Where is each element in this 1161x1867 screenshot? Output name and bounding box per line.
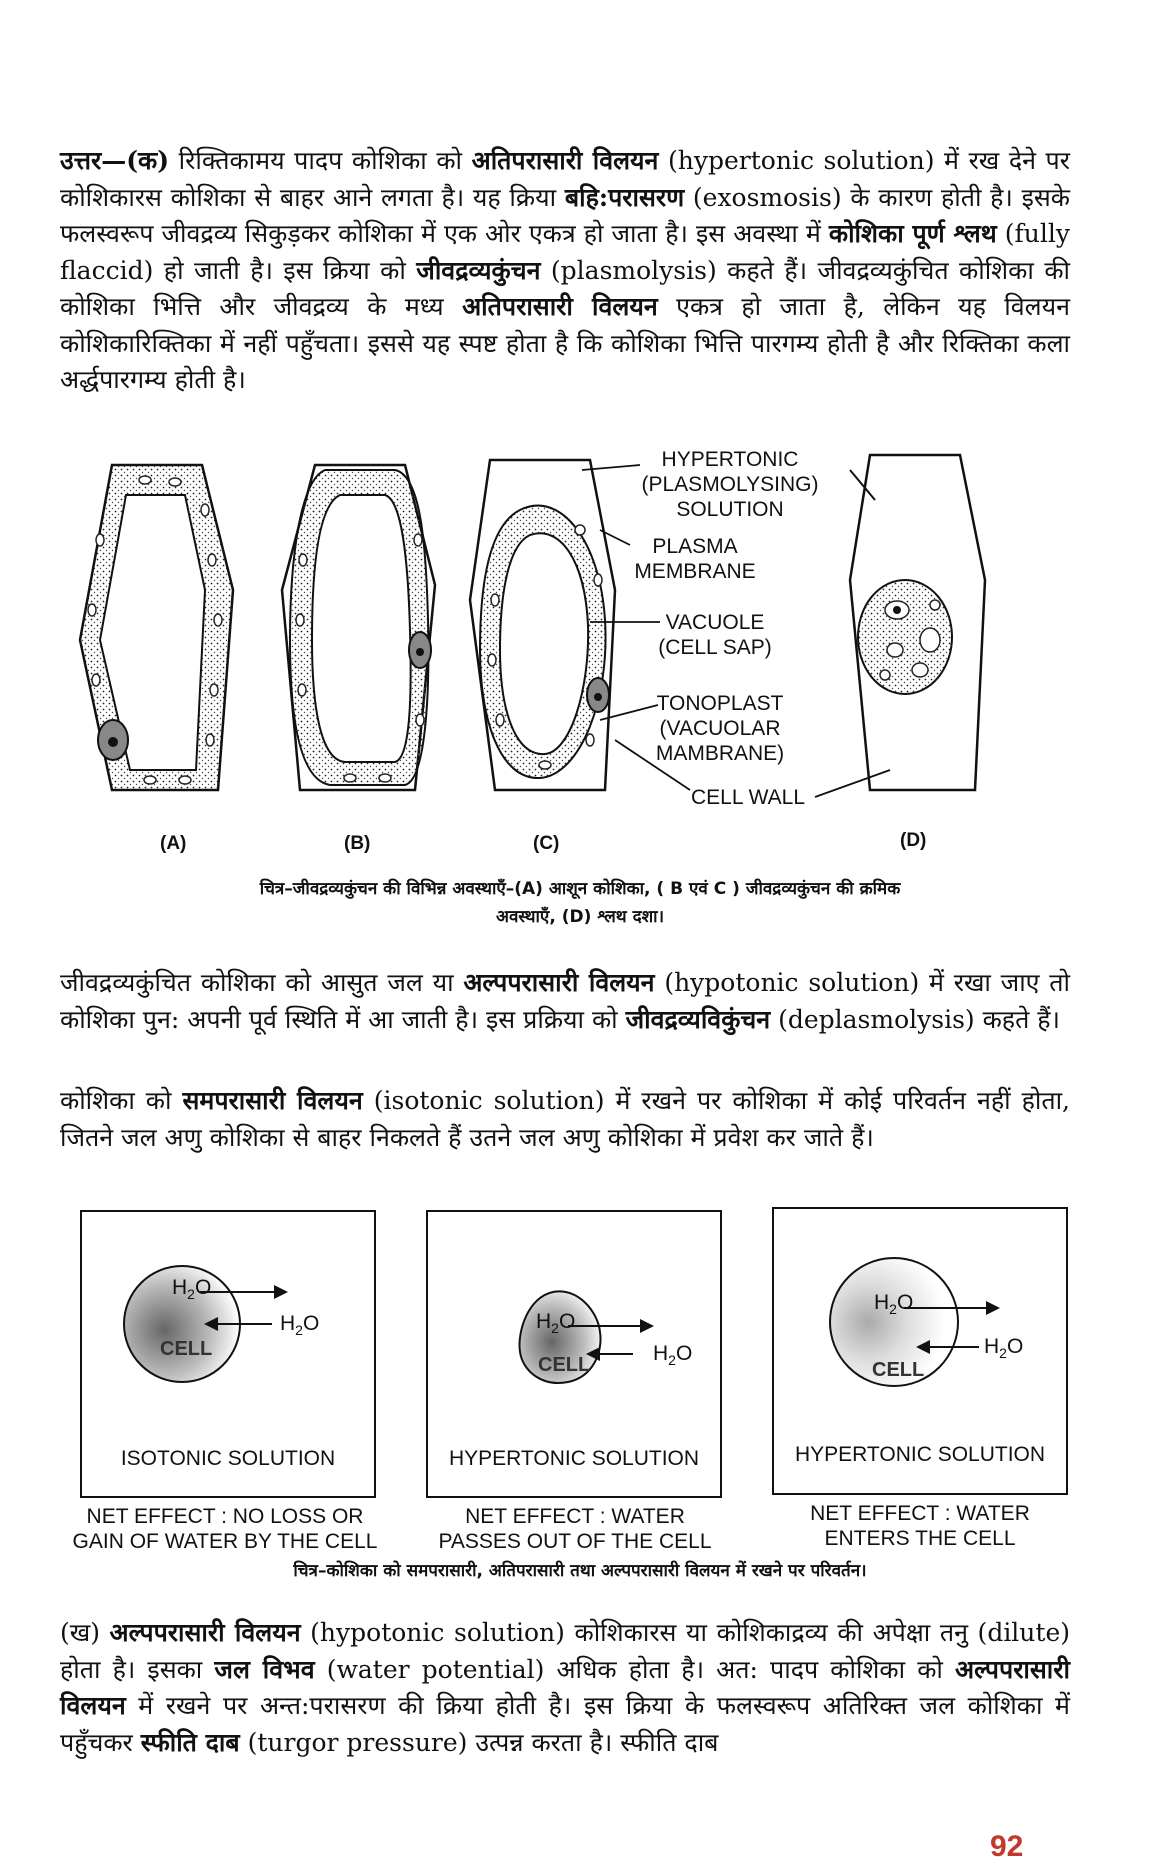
h2o-in-label <box>984 1335 1023 1361</box>
paragraph-deplasmolysis <box>60 965 1070 1038</box>
label-line: VACUOLE <box>665 611 765 634</box>
text-run: (exosmosis) के कारण होती है। इसके फलस्वरूप जीवद्रव्य सिकुड़कर कोशिका में एक ओर एकत्र हो जाता है। इस अवस्था में <box>60 182 1070 248</box>
bold-term: अतिपरासारी विलयन <box>462 292 658 321</box>
cell-d <box>850 455 985 790</box>
net-line: NET EFFECT : WATER <box>465 1505 685 1528</box>
h2o-out-label <box>874 1291 913 1317</box>
sublabel-c: (C) <box>533 833 560 854</box>
h-glyph: H <box>874 1291 890 1314</box>
hypertonic-box-1 <box>426 1210 722 1498</box>
hypertonic-box-2 <box>772 1207 1068 1495</box>
net-effect-hypertonic-1 <box>420 1504 730 1554</box>
text-run: (ख) <box>60 1618 110 1647</box>
text-run: (fully flaccid) हो जाती है। इस क्रिया को <box>60 219 1071 285</box>
text-run: (hypotonic solution) कोशिकारस या कोशिकाद्रव्य की अपेक्षा तनु (dilute) होता है। इसका <box>60 1618 1071 1684</box>
label-line: MAMBRANE) <box>655 742 785 765</box>
net-effect-hypertonic-2 <box>770 1501 1070 1551</box>
box-label-hypertonic-2: HYPERTONIC SOLUTION <box>794 1443 1046 1466</box>
subscript: 2 <box>889 1301 897 1318</box>
net-line: GAIN OF WATER BY THE CELL <box>72 1530 378 1553</box>
page-number: 92 <box>990 1830 1024 1863</box>
net-line: PASSES OUT OF THE CELL <box>438 1530 712 1553</box>
bold-term: जीवद्रव्यविकुंचन <box>625 1004 771 1034</box>
net-line: ENTERS THE CELL <box>824 1527 1016 1550</box>
o-glyph: O <box>675 1342 693 1365</box>
bold-term: अल्पपरासारी विलयन <box>60 1654 1070 1720</box>
net-line: NET EFFECT : NO LOSS OR <box>86 1505 364 1528</box>
text-run: जीवद्रव्यकुंचित कोशिका को आसुत जल या <box>60 968 464 997</box>
subscript: 2 <box>999 1345 1007 1362</box>
o-glyph: O <box>194 1276 212 1299</box>
h-glyph: H <box>172 1276 188 1299</box>
text-run: में रखने पर अन्त:परासरण की क्रिया होती है। इस क्रिया के फलस्वरूप अतिरिक्त जल कोशिका में पहुँचकर <box>60 1691 1070 1757</box>
sublabel-b: (B) <box>344 833 371 854</box>
label-line: TONOPLAST <box>656 692 784 715</box>
h2o-out-label <box>536 1310 575 1336</box>
cell-label: CELL <box>160 1338 213 1360</box>
label-hypertonic <box>620 447 840 522</box>
text-run: (plasmolysis) कहते हैं। जीवद्रव्यकुंचित कोशिका की कोशिका भित्ति और जीवद्रव्य के मध्य <box>60 255 1070 321</box>
bold-term: जीवद्रव्यकुंचन <box>416 255 541 285</box>
label-cell-wall: CELL WALL <box>691 786 805 809</box>
label-line: (PLASMOLYSING) <box>641 473 819 496</box>
h2o-in-label <box>653 1342 692 1368</box>
h-glyph: H <box>536 1310 552 1333</box>
o-glyph: O <box>1006 1335 1024 1358</box>
caption-line: चित्र–जीवद्रव्यकुंचन की विभिन्न अवस्थाएँ–(A) आशून कोशिका, ( B एवं C ) जीवद्रव्यकुंचन की क्रमिक <box>259 879 901 899</box>
text-run: एकत्र हो जाता है, लेकिन यह विलयन कोशिकारिक्तिका में नहीं पहुँचता। इससे यह स्पष्ट होता है कि कोशिका भित्ति पारगम्य होती है और रिक्तिका कला अर्द्धपारगम्य होती है। <box>60 292 1070 394</box>
subscript: 2 <box>668 1352 676 1369</box>
cell-label: CELL <box>538 1354 591 1376</box>
bold-term: अल्पपरासारी विलयन <box>109 1618 301 1647</box>
box-label-isotonic: ISOTONIC SOLUTION <box>120 1447 336 1470</box>
subscript: 2 <box>295 1322 303 1339</box>
text-run: (water potential) अधिक होता है। अत: पादप कोशिका को <box>314 1654 955 1684</box>
bold-term: अतिपरासारी विलयन <box>471 146 659 175</box>
label-line: PLASMA <box>652 535 738 558</box>
answer-lead: उत्तर—(क) <box>60 146 170 175</box>
text-run: (turgor pressure) उत्पन्न करता है। स्फीति दाब <box>239 1727 719 1757</box>
net-line: NET EFFECT : WATER <box>810 1502 1030 1525</box>
text-run: कोशिका को <box>60 1086 183 1115</box>
label-vacuole <box>645 610 785 660</box>
figure-caption-2: चित्र–कोशिका को समपरासारी, अतिपरासारी तथा अल्पपरासारी विलयन में रखने पर परिवर्तन। <box>293 1561 867 1581</box>
bold-term: समपरासारी विलयन <box>182 1086 363 1115</box>
isotonic-box <box>80 1210 376 1498</box>
cell-a <box>80 465 233 790</box>
caption-line: अवस्थाएँ, (D) श्लथ दशा। <box>495 907 665 927</box>
subscript: 2 <box>187 1286 195 1303</box>
label-tonoplast <box>645 691 795 766</box>
paragraph-plasmolysis <box>60 143 1070 399</box>
plasmolysis-figure <box>0 440 1161 840</box>
subscript: 2 <box>551 1320 559 1337</box>
bold-term: बहि:परासरण <box>564 182 685 212</box>
bold-term: जल विभव <box>214 1654 315 1684</box>
bold-term: अल्पपरासारी विलयन <box>463 968 655 997</box>
h2o-in-label <box>280 1312 319 1338</box>
text-run: (isotonic solution) में रखने पर कोशिका में कोई परिवर्तन नहीं होता, जितने जल अणु कोशिका से बाहर निकलते हैं उतने जल अणु कोशिका में प्रवेश कर जाते हैं। <box>60 1086 1070 1152</box>
h-glyph: H <box>984 1335 1000 1358</box>
h-glyph: H <box>280 1312 296 1335</box>
label-line: HYPERTONIC <box>661 448 799 471</box>
box-label-hypertonic-1: HYPERTONIC SOLUTION <box>448 1447 700 1470</box>
h2o-out-label <box>172 1276 211 1302</box>
o-glyph: O <box>558 1310 576 1333</box>
o-glyph: O <box>896 1291 914 1314</box>
cell-c <box>470 460 615 790</box>
text-run: (hypotonic solution) में रखा जाए तो कोशिका पुन: अपनी पूर्व स्थिति में आ जाती है। इस प्रक्रिया को <box>60 968 1070 1034</box>
h-glyph: H <box>653 1342 669 1365</box>
label-line: SOLUTION <box>676 498 784 521</box>
label-line: (CELL SAP) <box>658 636 772 659</box>
text-run: (hypertonic solution) में रख देने पर कोशिकारस कोशिका से बाहर आने लगता है। यह क्रिया <box>60 146 1070 212</box>
net-effect-isotonic <box>60 1504 390 1554</box>
label-plasma-membrane <box>615 534 775 584</box>
figure-caption-1 <box>60 875 1100 931</box>
paragraph-isotonic <box>60 1083 1070 1156</box>
cell-b <box>282 465 435 790</box>
bold-term: कोशिका पूर्ण श्लथ <box>828 219 997 248</box>
label-line: (VACUOLAR <box>659 717 781 740</box>
o-glyph: O <box>302 1312 320 1335</box>
paragraph-hypotonic <box>60 1615 1070 1761</box>
sublabel-d: (D) <box>900 830 927 851</box>
label-line: MEMBRANE <box>634 560 756 583</box>
text-run: (deplasmolysis) कहते हैं। <box>770 1004 1061 1034</box>
text-run: रिक्तिकामय पादप कोशिका को <box>169 146 472 175</box>
cell-label: CELL <box>872 1359 925 1381</box>
bold-term: स्फीति दाब <box>140 1727 240 1757</box>
sublabel-a: (A) <box>160 833 187 854</box>
